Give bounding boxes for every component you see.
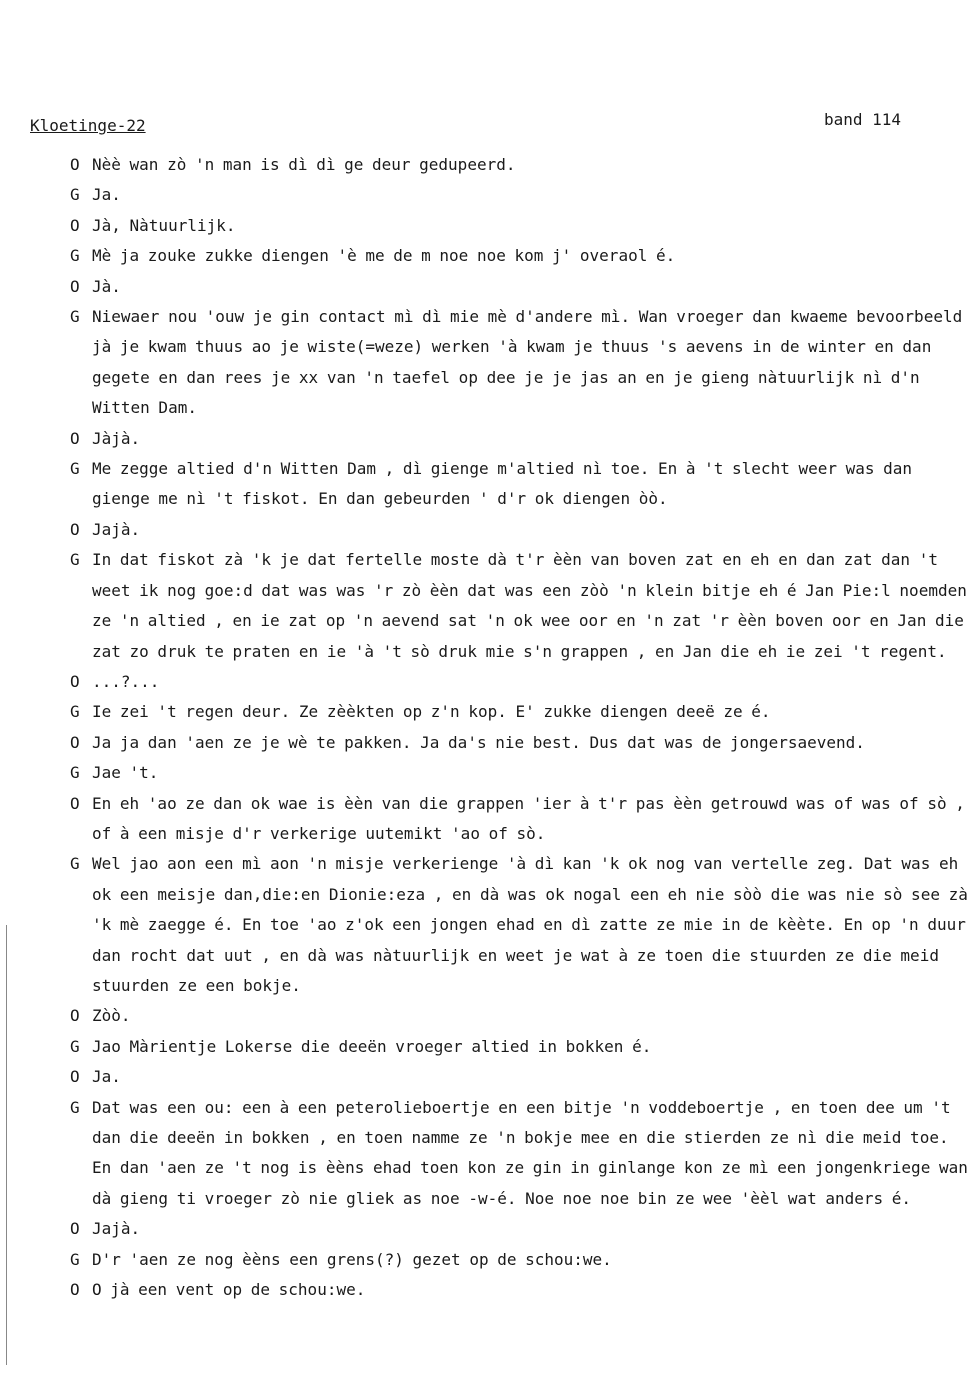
speaker-label: G xyxy=(70,1036,80,1056)
transcript-turn xyxy=(0,1001,979,1031)
transcript-turn xyxy=(0,180,979,210)
transcript-turn xyxy=(0,241,979,271)
transcript-turn xyxy=(0,454,979,515)
transcript-turn xyxy=(0,1214,979,1244)
speaker-label: O xyxy=(70,215,80,235)
transcript-turn xyxy=(0,424,979,454)
transcript-turn xyxy=(0,697,979,727)
transcript-turn xyxy=(0,758,979,788)
speaker-label: O xyxy=(70,1219,80,1239)
speaker-label: O xyxy=(70,428,80,448)
transcript-turn xyxy=(0,302,979,424)
speaker-label: G xyxy=(70,702,80,722)
utterance-text: Nèè wan zò 'n man is dì dì ge deur gedupeerd. xyxy=(92,155,516,174)
utterance-text: Jà. xyxy=(92,276,121,296)
speaker-label: O xyxy=(70,793,80,813)
document-id: Kloetinge-22 xyxy=(30,116,146,135)
speaker-label: G xyxy=(70,185,80,205)
transcript-turn xyxy=(0,1245,979,1275)
speaker-label: O xyxy=(70,155,80,174)
transcript-turn xyxy=(0,667,979,697)
speaker-label: G xyxy=(70,1249,80,1269)
speaker-label: G xyxy=(70,550,80,570)
speaker-label: O xyxy=(70,1280,80,1300)
utterance-text: Niewaer nou 'ouw je gin contact mì dì mie mè d'andere mì. Wan vroeger dan kwaeme bevoorbeeld jà je kwam thuus ao je wiste(=weze) werken 'à kwam je thuus 's aevens in de winter en dan gegete en dan rees je xx van 'n taefel op dee je je jas an en je gieng nàtuurlijk nì d'n Witten Dam. xyxy=(92,307,963,418)
speaker-label: O xyxy=(70,519,80,539)
speaker-label: G xyxy=(70,1097,80,1117)
utterance-text: Mè ja zouke zukke diengen 'è me de m noe noe kom j' overaol é. xyxy=(92,246,676,266)
utterance-text: Ja ja dan 'aen ze je wè te pakken. Ja da's nie best. Dus dat was de jongersaevend. xyxy=(92,732,865,752)
speaker-label: O xyxy=(70,732,80,752)
transcript-turn xyxy=(0,515,979,545)
transcript-turn xyxy=(0,789,979,850)
speaker-label: G xyxy=(70,459,80,479)
speaker-label: G xyxy=(70,246,80,266)
speaker-label: O xyxy=(70,276,80,296)
transcript-turn xyxy=(0,150,979,180)
utterance-text: In dat fiskot zà 'k je dat fertelle moste dà t'r èèn van boven zat en eh en dan zat dan 't weet ik nog goe:d dat was was 'r zò èèn dat was een zòò 'n klein bitje eh é Jan Pie:l noemden ze 'n altied , en ie zat op 'n aevend sat 'n ok wee oor en 'n zat 'r èèn boven oor en Jan die zat zo druk te praten en ie 'à 't sò druk mie s'n grappen , en Jan die eh ie zei 't regent. xyxy=(92,550,967,661)
speaker-label: O xyxy=(70,1006,80,1026)
utterance-text: ...?... xyxy=(92,671,160,691)
transcript-turn xyxy=(0,1275,979,1305)
speaker-label: G xyxy=(70,854,80,874)
utterance-text: Wel jao aon een mì aon 'n misje verkerienge 'à dì kan 'k ok nog van vertelle zeg. Dat was eh ok een meisje dan,die:en Dionie:eza , en dà was ok nogal een eh nie sòò die was nie sò see zà 'k mè zaegge é. En toe 'ao z'ok een jongen ehad en dì zatte ze mie in de kèète. En op 'n duur dan rocht dat uut , en dà was nàtuurlijk en weet je wat à ze toen die stuurden ze die meid stuurden ze een bokje. xyxy=(92,854,968,995)
utterance-text: D'r 'aen ze nog èèns een grens(?) gezet op de schou:we. xyxy=(92,1249,612,1269)
transcript-turn xyxy=(0,272,979,302)
transcript-turn xyxy=(0,545,979,667)
utterance-text: Jae 't. xyxy=(92,763,159,783)
speaker-label: O xyxy=(70,671,80,691)
utterance-text: Jajà. xyxy=(92,1219,141,1239)
transcript-turn xyxy=(0,849,979,1001)
transcript xyxy=(0,150,979,1305)
speaker-label: O xyxy=(70,1067,80,1087)
utterance-text: O jà een vent op de schou:we. xyxy=(92,1280,366,1300)
transcript-turn xyxy=(0,211,979,241)
utterance-text: Ja. xyxy=(92,185,121,205)
utterance-text: Zòò. xyxy=(92,1006,131,1026)
utterance-text: Ja. xyxy=(92,1067,121,1087)
utterance-text: Ie zei 't regen deur. Ze zèèkten op z'n kop. E' zukke diengen deeë ze é. xyxy=(92,702,771,722)
utterance-text: Jà, Nàtuurlijk. xyxy=(92,215,236,235)
transcript-turn xyxy=(0,1093,979,1215)
utterance-text: Jao Màrientje Lokerse die deeën vroeger altied in bokken é. xyxy=(92,1036,652,1056)
speaker-label: G xyxy=(70,307,80,327)
transcript-turn xyxy=(0,1032,979,1062)
speaker-label: G xyxy=(70,763,80,783)
utterance-text: Jàjà. xyxy=(92,428,141,448)
transcript-turn xyxy=(0,728,979,758)
band-number: band 114 xyxy=(824,110,902,129)
transcript-turn xyxy=(0,1062,979,1092)
utterance-text: Jajà. xyxy=(92,519,141,539)
utterance-text: Me zegge altied d'n Witten Dam , dì gienge m'altied nì toe. En à 't slecht weer was dan gienge me nì 't fiskot. En dan gebeurden ' d'r ok diengen òò. xyxy=(92,459,913,509)
utterance-text: En eh 'ao ze dan ok wae is èèn van die grappen 'ier à t'r pas èèn getrouwd was of was of sò , of à een misje d'r verkerige uutemikt 'ao of sò. xyxy=(92,793,965,843)
utterance-text: Dat was een ou: een à een peterolieboertje en een bitje 'n voddeboertje , en toen dee um 't dan die deeën in bokken , en toen namme ze 'n bokje mee en die stierden ze nì die meid toe. En dan 'aen ze 't nog is èèns ehad toen kon ze gin in ginlange kon ze mì een jongenkriege wan dà gieng ti vroeger zò nie gliek as noe -w-é. Noe noe noe bin ze wee 'èèl wat anders é. xyxy=(92,1097,968,1208)
